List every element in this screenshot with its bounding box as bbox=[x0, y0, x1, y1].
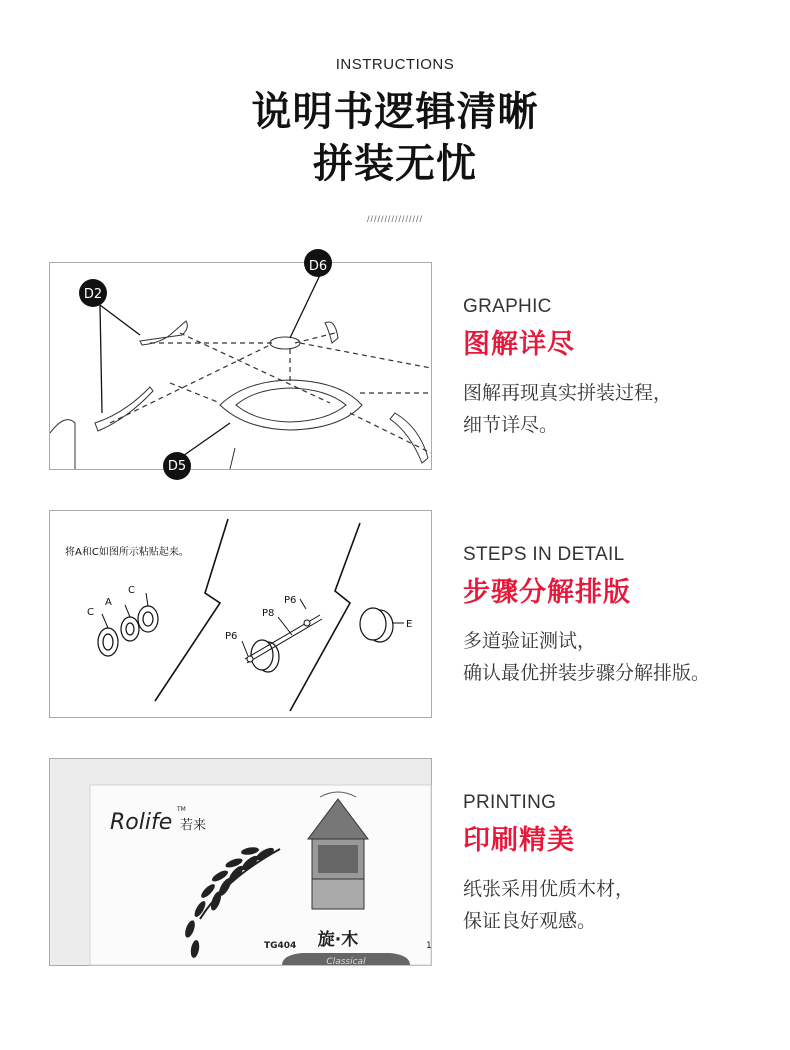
step-instruction: 将A和C如图所示粘贴起来。 bbox=[65, 547, 189, 558]
printing-sample-panel bbox=[49, 758, 432, 966]
arc-piece-right bbox=[390, 413, 428, 463]
page-title-line2: 拼装无忧 bbox=[311, 132, 479, 189]
page-title-line1: 说明书逻辑清晰 bbox=[251, 89, 539, 135]
feature-title-en: PRINTING bbox=[463, 792, 557, 813]
partial-ring-left bbox=[50, 420, 75, 469]
brand-logo: Rolife bbox=[110, 810, 173, 835]
model-number: TG404 bbox=[264, 941, 297, 951]
divider-slashes: //////////////// bbox=[366, 214, 423, 224]
label-c-right: C bbox=[128, 585, 135, 596]
script-text: Classical bbox=[326, 957, 366, 967]
step-detail-diagram bbox=[50, 511, 431, 717]
label-d5: D5 bbox=[167, 459, 187, 474]
label-p6-left: P6 bbox=[225, 631, 238, 642]
label-p8: P8 bbox=[262, 608, 275, 619]
label-d2: D2 bbox=[83, 287, 103, 302]
label-c-left: C bbox=[87, 607, 94, 618]
feature-title-en: STEPS IN DETAIL bbox=[463, 544, 625, 565]
brand-tm: TM bbox=[177, 806, 186, 813]
feature-title-cn: 步骤分解排版 bbox=[463, 577, 631, 608]
upright-piece bbox=[325, 322, 338, 343]
feature-title-cn: 印刷精美 bbox=[463, 825, 575, 856]
feature-desc-line: 纸张采用优质木材， bbox=[463, 878, 635, 900]
label-e: E bbox=[406, 619, 413, 630]
feature-desc-line: 保证良好观感。 bbox=[463, 910, 597, 932]
product-name-cn: 旋·木 bbox=[317, 930, 359, 950]
label-d6: D6 bbox=[308, 259, 328, 274]
feature-desc-line: 确认最优拼装步骤分解排版。 bbox=[463, 662, 711, 684]
kicker-text: INSTRUCTIONS bbox=[335, 56, 455, 73]
feature-title-cn: 图解详尽 bbox=[463, 329, 575, 360]
step-divider-right bbox=[290, 523, 360, 711]
feature-title-en: GRAPHIC bbox=[463, 296, 552, 317]
brand-cn: 若来 bbox=[180, 818, 207, 833]
page-digit: 1 bbox=[426, 941, 432, 951]
post-bottom bbox=[230, 448, 235, 469]
feature-desc-line: 细节详尽。 bbox=[463, 414, 559, 436]
feature-steps bbox=[463, 544, 783, 689]
scalloped-ring-outer bbox=[220, 380, 362, 430]
label-p6-top: P6 bbox=[284, 595, 297, 606]
arc-piece-lower bbox=[95, 387, 153, 431]
feature-desc-line: 多道验证测试， bbox=[463, 630, 597, 652]
exploded-assembly-diagram bbox=[50, 259, 431, 474]
scalloped-ring-inner bbox=[236, 388, 346, 422]
steps-diagram-panel bbox=[49, 510, 432, 718]
graphic-diagram-panel bbox=[49, 259, 432, 474]
feature-printing bbox=[463, 792, 783, 937]
manual-cover-photo bbox=[50, 759, 431, 965]
label-a: A bbox=[105, 597, 112, 608]
feature-graphic bbox=[463, 296, 783, 441]
feature-desc-line: 图解再现真实拼装过程， bbox=[463, 382, 673, 404]
